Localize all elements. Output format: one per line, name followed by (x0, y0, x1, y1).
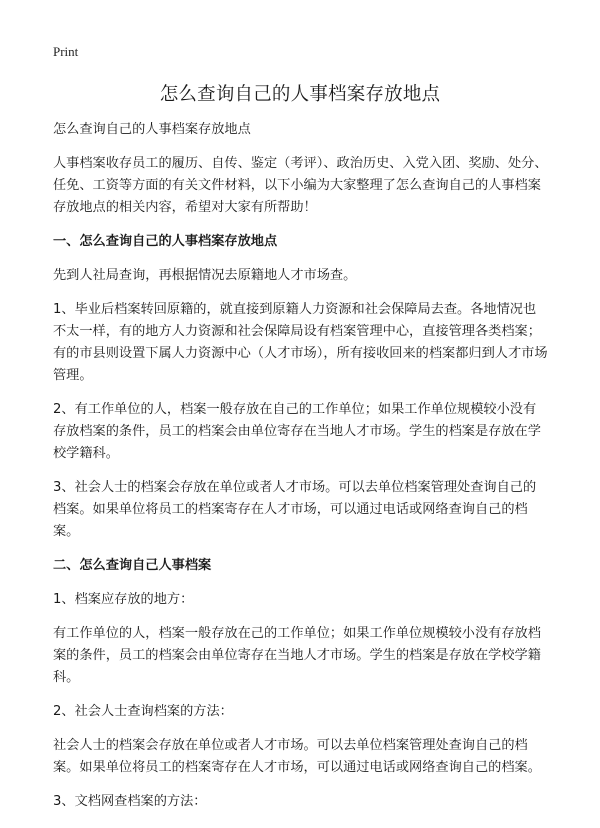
print-link[interactable]: Print (53, 44, 79, 59)
section-2-paragraph: 2、社会人士查询档案的方法： (53, 704, 233, 719)
section-2-paragraph: 有工作单位的人，档案一般存放在己的工作单位；如果工作单位规模较小没有存放档案的条件，员工的档案会由单位寄存在当地人才市场。学生的档案是存放在学校学籍科。 (53, 626, 541, 685)
page-title: 怎么查询自己的人事档案存放地点 (159, 84, 441, 105)
section-1-paragraph: 1、毕业后档案转回原籍的，就直接到原籍人力资源和社会保障局去查。各地情况也不太一样，有的地方人力资源和社会保障局设有档案管理中心，直接管理各类档案；有的市县则设置下属人力资源中心（人才市场），所有接收回来的档案都归到人才市场管理。 (53, 302, 548, 383)
article-body (53, 119, 548, 825)
section-1-paragraph: 先到人社局查询，再根据情况去原籍地人才市场查。 (53, 268, 357, 283)
section-2-heading: 二、怎么查询自己人事档案 (53, 558, 212, 573)
section-2-paragraph: 1、档案应存放的地方： (53, 592, 194, 607)
section-1-paragraph: 2、有工作单位的人，档案一般存放在自己的工作单位；如果工作单位规模较小没有存放档案的条件，员工的档案会由单位寄存在当地人才市场。学生的档案是存放在学校学籍科。 (53, 402, 541, 461)
section-1-paragraph: 3、社会人士的档案会存放在单位或者人才市场。可以去单位档案管理处查询自己的档案。如果单位将员工的档案寄存在人才市场，可以通过电话或网络查询自己的档案。 (53, 480, 537, 539)
section-1-heading: 一、怎么查询自己的人事档案存放地点 (53, 234, 278, 249)
article-subtitle: 怎么查询自己的人事档案存放地点 (53, 122, 251, 137)
section-2-paragraph: 社会人士的档案会存放在单位或者人才市场。可以去单位档案管理处查询自己的档案。如果单位将员工的档案寄存在人才市场，可以通过电话或网络查询自己的档案。 (53, 738, 541, 775)
intro-paragraph: 人事档案收存员工的履历、自传、鉴定（考评）、政治历史、入党入团、奖励、处分、任免、工资等方面的有关文件材料，以下小编为大家整理了怎么查询自己的人事档案存放地点的相关内容，希望对大家有所帮助！ (53, 156, 548, 215)
section-2-paragraph: 3、文档网查档案的方法： (53, 794, 207, 809)
